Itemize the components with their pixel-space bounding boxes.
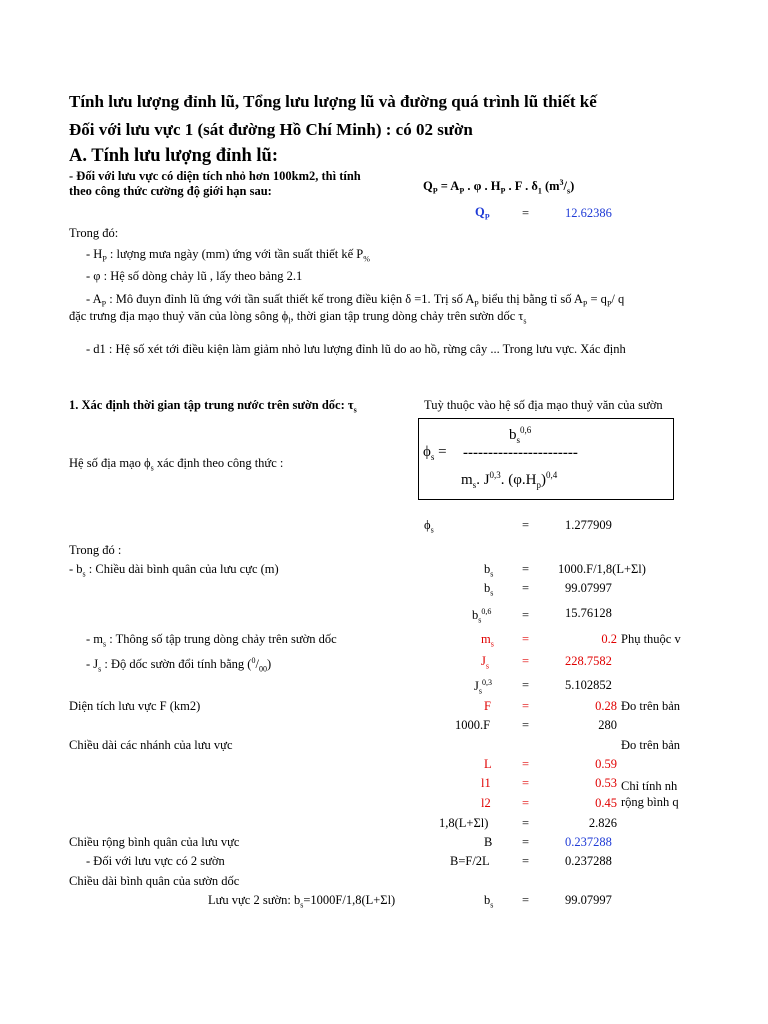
phi-desc: - φ : Hệ số dòng chảy lũ , lấy theo bảng 2.1 bbox=[86, 269, 303, 283]
js03-eq: = bbox=[522, 678, 530, 692]
bs-eq: = bbox=[522, 562, 530, 576]
section1-note: Tuỳ thuộc vào hệ số địa mạo thuỷ văn của sườn bbox=[424, 398, 663, 412]
l1-note: Chỉ tính nh bbox=[621, 779, 678, 793]
js-value: 228.7582 bbox=[565, 654, 612, 668]
ms-note: Phụ thuộc v bbox=[621, 632, 681, 646]
two-slope-symbol: B=F/2L bbox=[450, 854, 490, 868]
slope-length-desc: Chiều dài bình quân của sườn dốc bbox=[69, 874, 240, 888]
area-note: Đo trên bản bbox=[621, 699, 681, 713]
sum-length-value: 2.826 bbox=[588, 816, 617, 830]
section-a-heading: A. Tính lưu lượng đỉnh lũ: bbox=[69, 146, 278, 166]
js03-value: 5.102852 bbox=[565, 678, 612, 692]
l-value: 0.59 bbox=[595, 757, 617, 771]
area1000-eq: = bbox=[522, 718, 530, 732]
qp-value: 12.62386 bbox=[565, 206, 612, 220]
width-value: 0.237288 bbox=[565, 835, 612, 849]
two-slope-bs-symbol: $b_s$ bbox=[484, 893, 494, 910]
l2-eq: = bbox=[522, 796, 530, 810]
l2-note: rộng bình q bbox=[621, 795, 679, 809]
width-desc: Chiều rộng bình quân của lưu vực bbox=[69, 835, 240, 849]
js-desc: - $J_s$ : Độ dốc sườn đổi tính bằng $(^0/_{00})$ bbox=[86, 656, 272, 674]
area-desc: Diện tích lưu vực F (km2) bbox=[69, 699, 201, 713]
phi-result-eq: = bbox=[522, 518, 530, 532]
bs-value: 99.07997 bbox=[565, 581, 612, 595]
two-slope-bs-eq: = bbox=[522, 893, 530, 907]
branch-length-note: Đo trên bản bbox=[621, 738, 681, 752]
bs06-symbol: $b_s^{0,6}$ bbox=[472, 607, 492, 625]
phi-result-label: $\phi_s$ bbox=[424, 518, 434, 535]
bs-formula: 1000.F/1,8(L+Σl) bbox=[558, 562, 646, 576]
page-subtitle: Đối với lưu vực 1 (sát đường Hồ Chí Minh) : có 02 sườn bbox=[69, 120, 473, 139]
qp-formula: $Q_P = A_P$ . φ . $H_P$ . F . $\delta_1$ $(m^3/_s)$ bbox=[423, 178, 575, 196]
area-eq: = bbox=[522, 699, 530, 713]
ms-desc: - $m_s$ : Thông số tập trung dòng chảy trên sườn dốc bbox=[86, 632, 337, 649]
bs06-eq: = bbox=[522, 608, 530, 622]
hp-desc: - $H_P$ : lượng mưa ngày (mm) ứng với tần suất thiết kế $P_{\%}$ bbox=[86, 247, 370, 264]
intro-line1: - Đối với lưu vực có diện tích nhỏ hơn 100km2, thì tính bbox=[69, 169, 361, 183]
width-symbol: B bbox=[484, 835, 493, 849]
bs-desc: - $b_s$ : Chiều dài bình quân của lưu cực (m) bbox=[69, 562, 279, 579]
box-numerator: $b_s^{0,6}$ bbox=[509, 425, 532, 445]
l1-value: 0.53 bbox=[595, 776, 617, 790]
box-denominator: $m_s$. J$^{0,3}$. $(\varphi.H_p)^{0,4}$ bbox=[461, 470, 558, 490]
two-slope-formula: Lưu vực 2 sườn: $b_s=1000F/1,8(L+\Sigma l)$ bbox=[208, 893, 396, 910]
area-symbol: F bbox=[484, 699, 491, 713]
two-slope-value: 0.237288 bbox=[565, 854, 612, 868]
two-slope-desc: - Đối với lưu vực có 2 sườn bbox=[86, 854, 225, 868]
phi-formula-box bbox=[418, 418, 674, 500]
qp-label: $Q_P$ bbox=[475, 205, 490, 222]
l2-value: 0.45 bbox=[595, 796, 617, 810]
bs-symbol: $b_s$ bbox=[484, 562, 494, 579]
qp-eq: = bbox=[522, 206, 530, 220]
box-phi: $\phi_s$ = bbox=[423, 444, 447, 462]
d1-desc: - d1 : Hệ số xét tới điều kiện làm giảm nhỏ lưu lượng đỉnh lũ do ao hồ, rừng cây ... Trong lưu vực. Xác định bbox=[86, 342, 626, 356]
ms-symbol: $m_s$ bbox=[481, 632, 494, 649]
bs-symbol-2: $b_s$ bbox=[484, 581, 494, 598]
two-slope-eq: = bbox=[522, 854, 530, 868]
section1-heading: 1. Xác định thời gian tập trung nước trên sườn dốc: $\tau_s$ bbox=[69, 398, 357, 415]
rows-where-label: Trong đó : bbox=[69, 543, 122, 557]
phi-desc-formula: Hệ số địa mạo $\phi_s$ xác định theo công thức : bbox=[69, 456, 284, 473]
js-eq: = bbox=[522, 654, 530, 668]
js03-symbol: $J_s^{0,3}$ bbox=[474, 678, 492, 696]
bs06-value: 15.76128 bbox=[565, 606, 612, 620]
width-eq: = bbox=[522, 835, 530, 849]
sum-length-eq: = bbox=[522, 816, 530, 830]
area-value: 0.28 bbox=[595, 699, 617, 713]
js-symbol: $J_s$ bbox=[481, 654, 489, 671]
ap-desc-line2: đặc trưng địa mạo thuỷ văn của lòng sông $\phi_l$, thời gian tập trung dòng chảy trên sườn dốc $\tau_s$ bbox=[69, 309, 527, 326]
bs-eq-2: = bbox=[522, 581, 530, 595]
l1-symbol: l1 bbox=[481, 776, 491, 790]
page-title: Tính lưu lượng đỉnh lũ, Tổng lưu lượng lũ và đường quá trình lũ thiết kế bbox=[69, 92, 597, 111]
where-label: Trong đó: bbox=[69, 226, 119, 240]
ms-eq: = bbox=[522, 632, 530, 646]
sum-length-symbol: 1,8(L+Σl) bbox=[439, 816, 489, 830]
box-dash: ----------------------- bbox=[463, 445, 578, 461]
l-eq: = bbox=[522, 757, 530, 771]
l1-eq: = bbox=[522, 776, 530, 790]
phi-result-value: 1.277909 bbox=[565, 518, 612, 532]
intro-line2: theo công thức cường độ giới hạn sau: bbox=[69, 184, 272, 198]
ap-desc-line1: - $A_P$ : Mô đuyn đỉnh lũ ứng với tần suất thiết kế trong điều kiện δ =1. Trị số $A_P$ biểu thị bằng tỉ số $A_P = q_P/$ q bbox=[86, 292, 625, 309]
ms-value: 0.2 bbox=[601, 632, 617, 646]
l-symbol: L bbox=[484, 757, 492, 771]
l2-symbol: l2 bbox=[481, 796, 491, 810]
area1000-symbol: 1000.F bbox=[455, 718, 491, 732]
branch-length-desc: Chiều dài các nhánh của lưu vực bbox=[69, 738, 233, 752]
two-slope-bs-value: 99.07997 bbox=[565, 893, 612, 907]
area1000-value: 280 bbox=[598, 718, 617, 732]
